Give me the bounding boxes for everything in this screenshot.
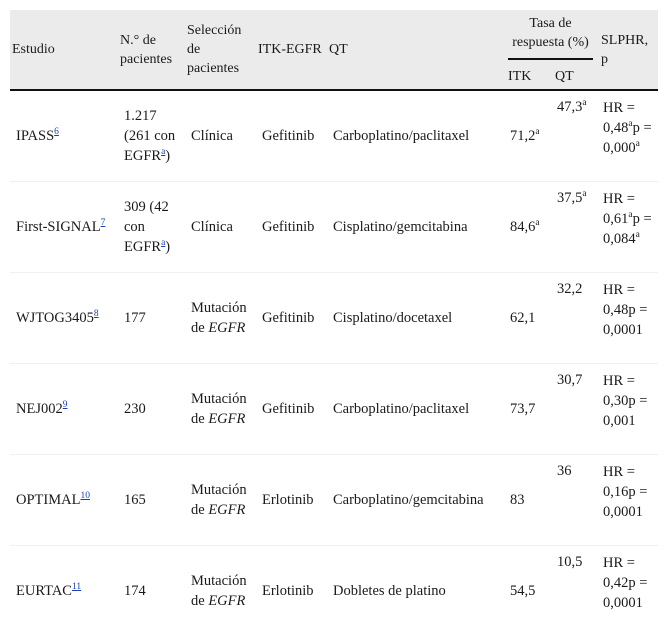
chemo-regimen: Carboplatino/paclitaxel bbox=[333, 400, 470, 417]
response-itk-value: 73,7 bbox=[510, 400, 536, 417]
reference-link[interactable]: 6 bbox=[54, 126, 59, 137]
p-value: p = 0,000 bbox=[603, 120, 652, 156]
cell-patients bbox=[118, 545, 185, 636]
selection-gene: EGFR bbox=[208, 410, 246, 427]
cell-drug bbox=[256, 90, 327, 181]
drug-name: Gefitinib bbox=[262, 400, 315, 417]
cell-chemo bbox=[327, 181, 504, 272]
header-patients: N.° de pacientes bbox=[118, 10, 185, 90]
cell-selection bbox=[185, 181, 256, 272]
cell-response-qt bbox=[551, 181, 599, 272]
hr-value: HR = 0,48 bbox=[603, 281, 635, 318]
selection-text: Clínica bbox=[191, 218, 233, 235]
selection-gene: EGFR bbox=[208, 501, 246, 518]
selection-text: Mutación de bbox=[191, 299, 247, 336]
cell-drug bbox=[256, 545, 327, 636]
header-response-group bbox=[504, 10, 599, 63]
table-row bbox=[10, 272, 658, 363]
hr-footnote: a bbox=[628, 119, 633, 130]
study-name: OPTIMAL bbox=[16, 491, 81, 508]
selection-gene: EGFR bbox=[208, 319, 246, 336]
cell-hazard-ratio bbox=[599, 181, 658, 272]
table-row bbox=[10, 545, 658, 636]
response-itk-footnote: a bbox=[535, 126, 540, 137]
cell-study bbox=[10, 545, 118, 636]
response-qt-value: 47,3 bbox=[557, 99, 583, 115]
cell-study bbox=[10, 363, 118, 454]
cell-response-qt bbox=[551, 272, 599, 363]
selection-text: Mutación de bbox=[191, 481, 247, 518]
response-itk-value: 83 bbox=[510, 491, 525, 508]
p-footnote: a bbox=[635, 139, 640, 150]
patients-text: 230 bbox=[124, 400, 146, 417]
response-itk-value: 71,2 bbox=[510, 127, 536, 144]
cell-hazard-ratio bbox=[599, 272, 658, 363]
p-value: p = 0,0001 bbox=[603, 301, 648, 338]
p-value: p = 0,001 bbox=[603, 392, 648, 429]
cell-patients bbox=[118, 272, 185, 363]
table-row bbox=[10, 454, 658, 545]
patients-text-end: ) bbox=[165, 147, 171, 164]
drug-name: Gefitinib bbox=[262, 218, 315, 235]
cell-response-itk bbox=[504, 181, 551, 272]
cell-hazard-ratio bbox=[599, 90, 658, 181]
drug-name: Gefitinib bbox=[262, 127, 315, 144]
patients-text: 1.217 (261 con EGFR bbox=[124, 107, 176, 164]
study-name: EURTAC bbox=[16, 582, 72, 599]
patients-text-end: ) bbox=[165, 238, 171, 255]
patients-text: 177 bbox=[124, 309, 146, 326]
reference-link[interactable]: 11 bbox=[71, 581, 82, 592]
response-itk-footnote: a bbox=[535, 217, 540, 228]
cell-response-qt bbox=[551, 90, 599, 181]
p-value: p = 0,084 bbox=[603, 210, 652, 247]
footnote-link[interactable]: a bbox=[161, 146, 166, 157]
header-response-label: Tasa de respuesta (%) bbox=[508, 14, 593, 60]
table-row bbox=[10, 181, 658, 272]
response-itk-value: 84,6 bbox=[510, 218, 536, 235]
patients-text: 174 bbox=[124, 582, 146, 599]
response-itk-value: 54,5 bbox=[510, 582, 536, 599]
selection-text: Clínica bbox=[191, 127, 233, 144]
cell-response-itk bbox=[504, 90, 551, 181]
chemo-regimen: Carboplatino/paclitaxel bbox=[333, 127, 470, 144]
cell-patients bbox=[118, 363, 185, 454]
chemo-regimen: Cisplatino/gemcitabina bbox=[333, 218, 468, 235]
patients-text: 309 (42 con EGFR bbox=[124, 198, 169, 255]
selection-gene: EGFR bbox=[208, 592, 246, 609]
header-response-qt: QT bbox=[551, 63, 599, 90]
hr-value: HR = 0,16 bbox=[603, 463, 635, 500]
cell-hazard-ratio bbox=[599, 363, 658, 454]
cell-patients bbox=[118, 90, 185, 181]
reference-link[interactable]: 9 bbox=[62, 399, 68, 410]
study-name: WJTOG3405 bbox=[16, 309, 94, 326]
drug-name: Gefitinib bbox=[262, 309, 315, 326]
cell-drug bbox=[256, 454, 327, 545]
hr-value: HR = 0,42 bbox=[603, 554, 635, 591]
cell-hazard-ratio bbox=[599, 545, 658, 636]
cell-response-itk bbox=[504, 363, 551, 454]
selection-text: Mutación de bbox=[191, 572, 247, 609]
header-study: Estudio bbox=[10, 10, 118, 90]
hr-footnote: a bbox=[628, 209, 633, 220]
trials-table bbox=[10, 10, 658, 636]
response-itk-value: 62,1 bbox=[510, 309, 536, 326]
cell-response-itk bbox=[504, 454, 551, 545]
cell-patients bbox=[118, 181, 185, 272]
cell-hazard-ratio bbox=[599, 454, 658, 545]
table-row bbox=[10, 90, 658, 181]
hr-value: HR = 0,61 bbox=[603, 190, 635, 227]
table-body bbox=[10, 90, 658, 636]
header-response-itk: ITK bbox=[504, 63, 551, 90]
chemo-regimen: Dobletes de platino bbox=[333, 582, 446, 599]
cell-response-qt bbox=[551, 545, 599, 636]
cell-drug bbox=[256, 181, 327, 272]
response-qt-value: 37,5 bbox=[557, 189, 583, 206]
cell-response-itk bbox=[504, 272, 551, 363]
reference-link[interactable]: 7 bbox=[100, 217, 106, 228]
cell-drug bbox=[256, 272, 327, 363]
cell-selection bbox=[185, 363, 256, 454]
cell-selection bbox=[185, 272, 256, 363]
cell-response-qt bbox=[551, 363, 599, 454]
cell-chemo bbox=[327, 454, 504, 545]
chemo-regimen: Cisplatino/docetaxel bbox=[333, 309, 453, 326]
header-selection: Selección de pacientes bbox=[185, 10, 256, 90]
p-value: p = 0,0001 bbox=[603, 483, 648, 520]
header-slp: SLPHR, p bbox=[599, 10, 658, 90]
cell-chemo bbox=[327, 363, 504, 454]
cell-selection bbox=[185, 454, 256, 545]
response-qt-value: 32,2 bbox=[557, 280, 583, 297]
selection-text: Mutación de bbox=[191, 390, 247, 427]
hr-value: HR = 0,48 bbox=[603, 100, 635, 136]
cell-response-qt bbox=[551, 454, 599, 545]
p-value: p = 0,0001 bbox=[603, 574, 648, 611]
footnote-link[interactable]: a bbox=[161, 237, 166, 248]
cell-chemo bbox=[327, 545, 504, 636]
drug-name: Erlotinib bbox=[262, 491, 314, 508]
cell-patients bbox=[118, 454, 185, 545]
response-qt-footnote: a bbox=[582, 98, 587, 109]
response-qt-value: 10,5 bbox=[557, 553, 583, 570]
study-name: IPASS bbox=[16, 127, 55, 144]
study-name: First-SIGNAL bbox=[16, 218, 101, 235]
reference-link[interactable]: 10 bbox=[80, 490, 90, 501]
cell-study bbox=[10, 454, 118, 545]
table-row bbox=[10, 363, 658, 454]
header-itk-egfr: ITK-EGFR bbox=[256, 10, 327, 90]
response-qt-value: 30,7 bbox=[557, 371, 583, 388]
chemo-regimen: Carboplatino/gemcitabina bbox=[333, 491, 484, 508]
cell-study bbox=[10, 272, 118, 363]
cell-response-itk bbox=[504, 545, 551, 636]
cell-selection bbox=[185, 90, 256, 181]
cell-drug bbox=[256, 363, 327, 454]
response-qt-value: 36 bbox=[557, 462, 572, 479]
cell-chemo bbox=[327, 90, 504, 181]
cell-chemo bbox=[327, 272, 504, 363]
cell-study bbox=[10, 90, 118, 181]
drug-name: Erlotinib bbox=[262, 582, 314, 599]
hr-value: HR = 0,30 bbox=[603, 372, 635, 409]
table-header bbox=[10, 10, 658, 90]
cell-selection bbox=[185, 545, 256, 636]
response-qt-footnote: a bbox=[582, 188, 587, 199]
study-name: NEJ002 bbox=[16, 400, 63, 417]
header-qt: QT bbox=[327, 10, 504, 90]
reference-link[interactable]: 8 bbox=[93, 308, 99, 319]
cell-study bbox=[10, 181, 118, 272]
patients-text: 165 bbox=[124, 491, 146, 508]
p-footnote: a bbox=[635, 229, 640, 240]
